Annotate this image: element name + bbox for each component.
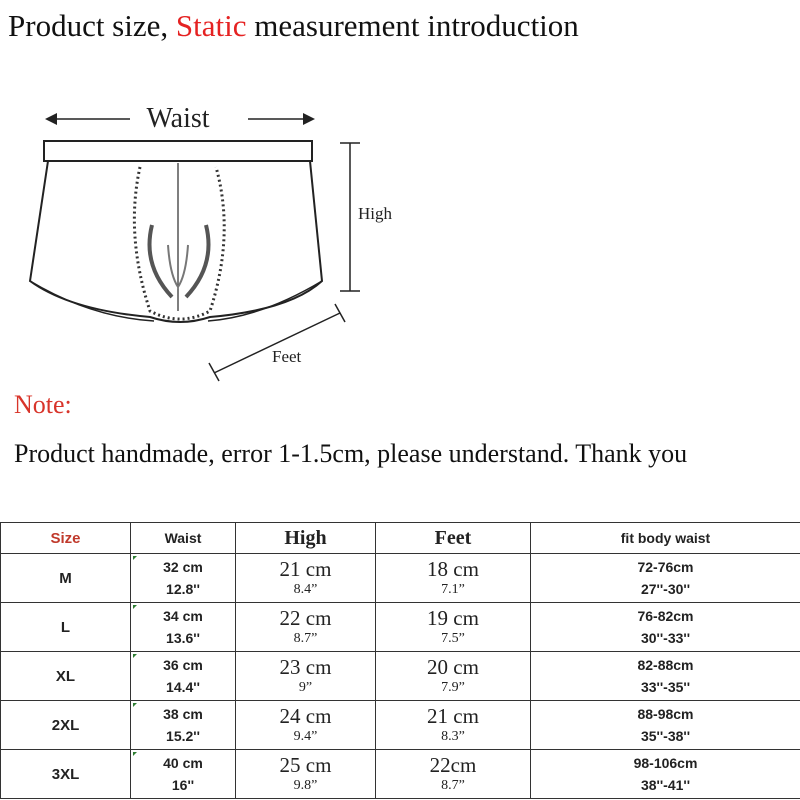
feet-cell: 22cm 8.7” xyxy=(376,750,531,799)
header-fit-body-waist: fit body waist xyxy=(531,523,800,554)
feet-cell: 19 cm 7.5” xyxy=(376,603,531,652)
high-label: High xyxy=(358,204,392,223)
size-cell: M xyxy=(1,554,131,603)
feet-cell: 21 cm 8.3” xyxy=(376,701,531,750)
size-cell: 2XL xyxy=(1,701,131,750)
note-label: Note: xyxy=(14,390,72,419)
size-cell: L xyxy=(1,603,131,652)
waistband xyxy=(44,141,312,161)
feet-cap-right xyxy=(335,304,345,322)
size-cell: XL xyxy=(1,652,131,701)
waist-cell: 40 cm 16'' xyxy=(131,750,236,799)
header-feet: Feet xyxy=(376,523,531,554)
high-cell: 25 cm 9.8” xyxy=(236,750,376,799)
fit-cell: 98-106cm 38''-41'' xyxy=(531,750,800,799)
fit-cell: 72-76cm 27''-30'' xyxy=(531,554,800,603)
note-text: Product handmade, error 1-1.5cm, please understand. Thank you xyxy=(14,439,688,468)
table-row xyxy=(1,603,800,652)
brief-outline xyxy=(30,161,322,322)
title-highlight: Static xyxy=(175,8,247,43)
fit-cell: 82-88cm 33''-35'' xyxy=(531,652,800,701)
header-high: High xyxy=(236,523,376,554)
pouch-shade-right xyxy=(186,225,209,297)
waist-cell: 36 cm 14.4'' xyxy=(131,652,236,701)
table-row xyxy=(1,652,800,701)
feet-cell: 20 cm 7.9” xyxy=(376,652,531,701)
feet-label: Feet xyxy=(272,347,302,366)
high-cell: 23 cm 9” xyxy=(236,652,376,701)
header-size: Size xyxy=(1,523,131,554)
table-row xyxy=(1,750,800,799)
fit-cell: 76-82cm 30''-33'' xyxy=(531,603,800,652)
pouch-shade-left xyxy=(150,225,173,297)
high-cell: 24 cm 9.4” xyxy=(236,701,376,750)
table-header-row xyxy=(1,523,800,554)
size-cell: 3XL xyxy=(1,750,131,799)
page-title xyxy=(8,8,579,44)
fit-cell: 88-98cm 35''-38'' xyxy=(531,701,800,750)
high-cell: 21 cm 8.4” xyxy=(236,554,376,603)
header-waist: Waist xyxy=(131,523,236,554)
waist-label: Waist xyxy=(146,103,210,134)
table-row xyxy=(1,554,800,603)
underwear-measurement-diagram xyxy=(0,75,400,390)
waist-cell: 34 cm 13.6'' xyxy=(131,603,236,652)
waist-cell: 32 cm 12.8'' xyxy=(131,554,236,603)
title-part-2: measurement introduction xyxy=(246,8,579,43)
waist-cell: 38 cm 15.2'' xyxy=(131,701,236,750)
feet-cell: 18 cm 7.1” xyxy=(376,554,531,603)
size-table xyxy=(0,522,800,799)
title-part-1: Product size, xyxy=(8,8,176,43)
high-cell: 22 cm 8.7” xyxy=(236,603,376,652)
table-row xyxy=(1,701,800,750)
